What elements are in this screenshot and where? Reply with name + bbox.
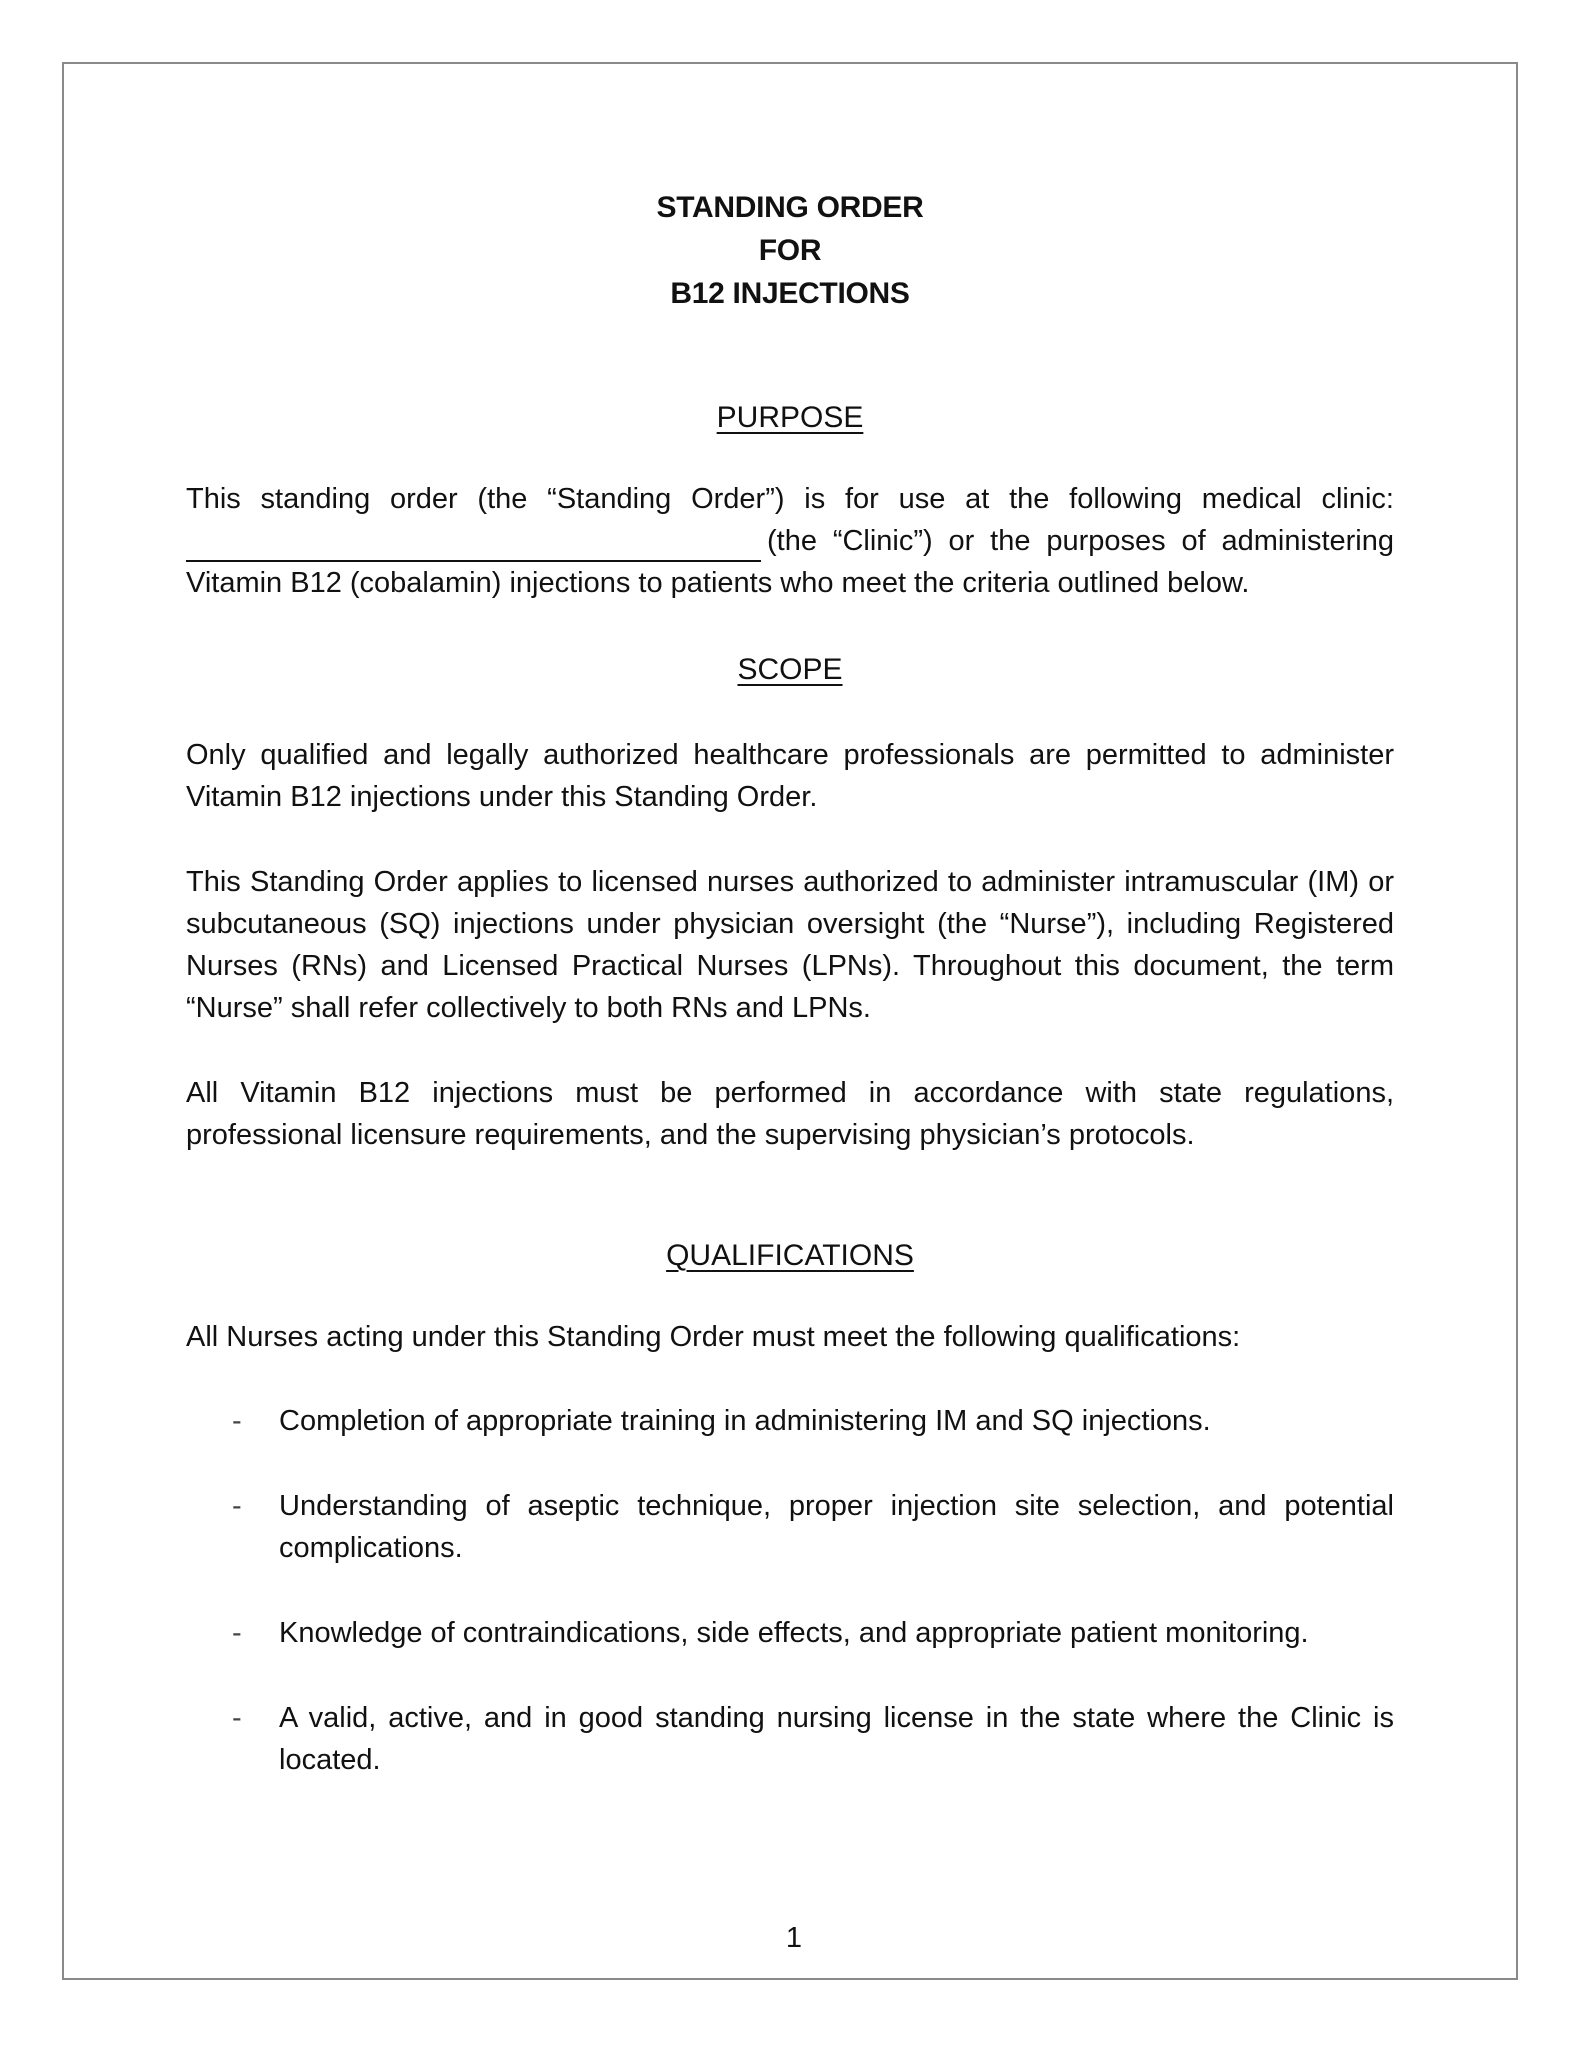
purpose-line-3: Vitamin B12 (cobalamin) injections to patients who meet the criteria outlined below. <box>186 567 1250 599</box>
bullet-dash: - <box>232 1405 242 1437</box>
list-item-text: Knowledge of contraindications, side effects, and appropriate patient monitoring. <box>279 1617 1309 1649</box>
bullet-dash: - <box>232 1490 242 1522</box>
scope-paragraph-1: Only qualified and legally authorized healthcare professionals are permitted to administer Vitamin B12 injections under this Standing Order. <box>186 739 1394 813</box>
title-line-2: FOR <box>758 234 822 267</box>
bullet-dash: - <box>232 1702 242 1734</box>
purpose-line-2-text: (the “Clinic”) or the purposes of administering <box>767 525 1394 557</box>
page-number: 1 <box>785 1922 803 1954</box>
purpose-heading: PURPOSE <box>716 401 864 434</box>
list-item-text: Understanding of aseptic technique, proper injection site selection, and potential complications. <box>279 1490 1394 1564</box>
clinic-name-blank <box>186 532 761 562</box>
scope-paragraph-3: All Vitamin B12 injections must be performed in accordance with state regulations, professional licensure requirements, and the supervising physician’s protocols. <box>186 1077 1394 1151</box>
purpose-line-1: This standing order (the “Standing Order”) is for use at the following medical clinic: <box>186 483 1394 515</box>
purpose-line-2 <box>186 520 1394 562</box>
document-title <box>186 186 1394 315</box>
scope-paragraph-2: This Standing Order applies to licensed nurses authorized to administer intramuscular (IM) or subcutaneous (SQ) injections under physician oversight (the “Nurse”), including Registered Nurses (RNs) and Licensed Practical Nurses (LPNs). Throughout this document, the term “Nurse” shall refer collectively to both RNs and LPNs. <box>186 866 1394 1024</box>
bullet-dash: - <box>232 1617 242 1649</box>
qualifications-heading: QUALIFICATIONS <box>666 1239 914 1272</box>
title-line-3: B12 INJECTIONS <box>670 277 910 310</box>
scope-heading: SCOPE <box>737 653 843 686</box>
title-line-1: STANDING ORDER <box>656 191 924 224</box>
qualifications-intro: All Nurses acting under this Standing Order must meet the following qualifications: <box>186 1321 1241 1353</box>
list-item-text: Completion of appropriate training in administering IM and SQ injections. <box>279 1405 1211 1437</box>
list-item-text: A valid, active, and in good standing nursing license in the state where the Clinic is located. <box>279 1702 1394 1776</box>
